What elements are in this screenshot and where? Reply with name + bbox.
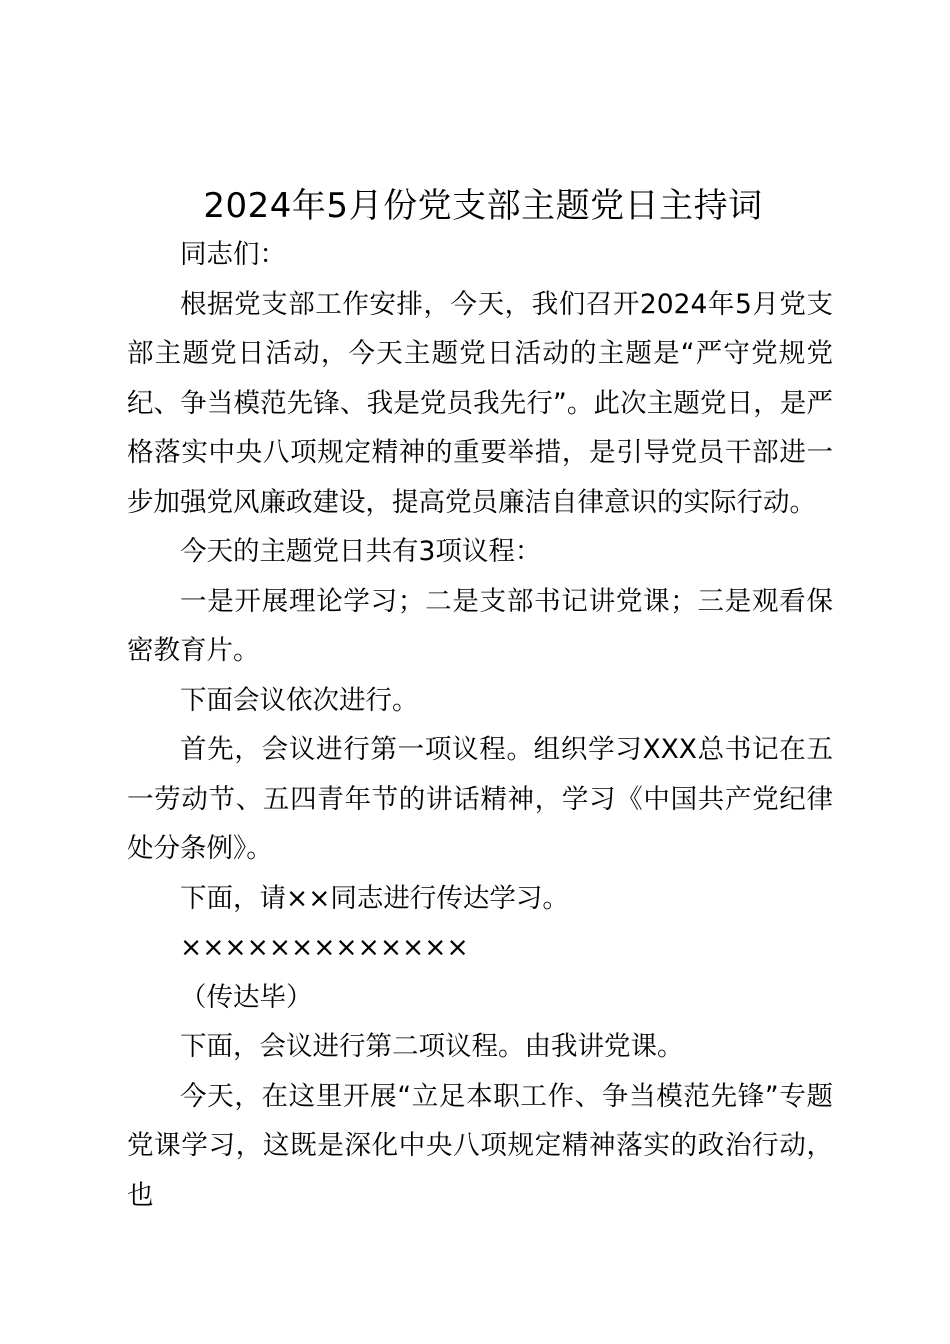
paragraph-relay-done: （传达毕） [180, 981, 313, 1013]
paragraph-invite-speaker: 下面，请××同志进行传达学习。 [180, 882, 569, 914]
paragraph-second-item: 下面，会议进行第二项议程。由我讲党课。 [180, 1031, 684, 1062]
paragraph-introduction: 根据党支部工作安排，今天，我们召开2024年5月党支部主题党日活动，今天主题党日活动的主题是“严守党规党纪、争当模范先锋、我是党员我先行”。此次主题党日，是严格落实中央八项规定精神的重要举措，是引导党员干部进一步加强党风廉政建设，提高党员廉洁自律意识的实际行动。 [127, 288, 833, 518]
paragraph-greeting: 同志们： [180, 239, 286, 270]
paragraph-first-item: 首先，会议进行第一项议程。组织学习XXX总书记在五一劳动节、五四青年节的讲话精神，学习《中国共产党纪律处分条例》。 [127, 734, 833, 864]
paragraph-agenda-items: 一是开展理论学习；二是支部书记讲党课；三是观看保密教育片。 [127, 585, 833, 666]
paragraph-proceed: 下面会议依次进行。 [180, 684, 419, 716]
document-page [127, 182, 833, 1220]
paragraph-party-lecture: 今天，在这里开展“立足本职工作、争当模范先锋”专题党课学习，这既是深化中央八项规定精神落实的政治行动，也 [127, 1080, 833, 1211]
paragraph-agenda-count: 今天的主题党日共有3项议程： [180, 536, 542, 567]
document-title: 2024年5月份党支部主题党日主持词 [203, 186, 763, 226]
paragraph-placeholder: ××××××××××××× [180, 932, 469, 963]
